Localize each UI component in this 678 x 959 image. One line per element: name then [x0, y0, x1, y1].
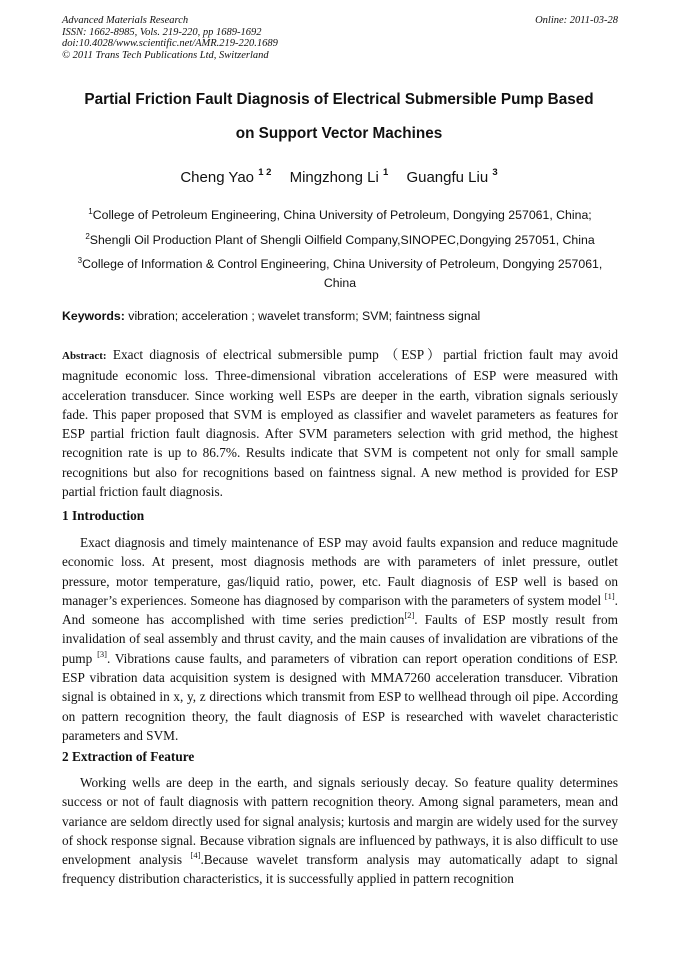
paper-title-line2: on Support Vector Machines — [235, 125, 443, 142]
journal-name: Advanced Materials Research — [62, 15, 189, 26]
text-run: . And someone has accomplished with time series prediction — [62, 592, 618, 628]
issn-line: ISSN: 1662-8985, Vols. 219-220, pp 1689-1692 — [62, 26, 262, 38]
citation-ref[interactable]: [2] — [404, 610, 415, 621]
affiliation-2 — [62, 227, 618, 250]
paper-title-line1: Partial Friction Fault Diagnosis of Electrical Submersible Pump Based — [84, 91, 594, 108]
author-name: Cheng Yao — [180, 169, 255, 186]
citation-ref[interactable]: [1] — [604, 590, 615, 601]
affiliation-text: College of Information & Control Engineering, China University of Petroleum, Dongying 257061, China — [82, 257, 603, 290]
affiliation-3 — [62, 251, 618, 293]
text-run: Exact diagnosis and timely maintenance of ESP may avoid faults expansion and reduce magnitude economic loss. At present, most diagnosis methods are with parameters of inlet pressure, outlet pressure, motor temperature, gas/liquid ratio, power, etc. Fault diagnosis of ESP well is based on manager’s experiences. Someone has diagnosed by comparison with the parameters of system model — [62, 535, 618, 608]
text-run: Working wells are deep in the earth, and signals seriously decay. So feature quality determines success or not of fault diagnosis with pattern recognition theory. Among signal parameters, mean and variance are seldom directly used for signal analysis; kurtosis and margin are widely used for the survey of shock response signal. Because vibration signals are influenced by pathways, it is also difficult to use envelopment analysis — [62, 775, 618, 868]
citation-ref[interactable]: [3] — [97, 648, 107, 659]
abstract — [62, 345, 618, 501]
section-heading-extraction: 2 Extraction of Feature — [62, 749, 195, 764]
affiliation-1 — [62, 202, 618, 225]
keywords-label: Keywords: — [62, 309, 125, 323]
citation-ref[interactable]: [4] — [190, 850, 201, 861]
affiliation-sup: 3 — [77, 256, 83, 265]
author-list — [40, 167, 638, 186]
author-1 — [180, 169, 271, 186]
text-run: .Because wavelet transform analysis may automatically adapt to signal frequency distribution characteristics, it is successfully applied in pattern recognition — [62, 852, 619, 887]
doi-line: doi:10.4028/www.scientific.net/AMR.219-220.1689 — [62, 38, 278, 49]
affiliation-sup: 1 — [88, 207, 93, 216]
author-3 — [406, 169, 497, 186]
text-run: . Faults of ESP mostly result from invalidation of seal assembly and thrust cavity, and the main causes of invalidation are vibrations of the pump — [62, 612, 618, 666]
section-heading-introduction: 1 Introduction — [62, 508, 145, 523]
text-run: . Vibrations cause faults, and parameters of vibration can report operation conditions of ESP. ESP vibration data acquisition system is designed with MMA7260 acceleration transducer. Vibration signal is obtained in x, y, z directions which transmit from ESP to wellhead through oil pipe. According on pattern recognition theory, the fault diagnosis of ESP is researched with wavelet characteristic parameters and SVM. — [62, 650, 618, 743]
affiliation-sup: 2 — [85, 232, 90, 241]
affiliation-text: College of Petroleum Engineering, China University of Petroleum, Dongying 257061, China; — [92, 208, 592, 222]
extraction-paragraph — [62, 773, 618, 889]
affiliation-text: Shengli Oil Production Plant of Shengli Oilfield Company,SINOPEC,Dongying 257051, China — [89, 233, 595, 247]
online-date: Online: 2011-03-28 — [535, 15, 618, 26]
author-sup: 1 2 — [258, 167, 272, 178]
author-2 — [290, 169, 389, 186]
keywords-text: vibration; acceleration ; wavelet transform; SVM; faintness signal — [128, 309, 481, 323]
journal-header — [62, 15, 618, 61]
copyright-line: © 2011 Trans Tech Publications Ltd, Switzerland — [62, 49, 269, 61]
introduction-paragraph — [62, 533, 618, 745]
keywords — [62, 309, 618, 323]
author-sup: 1 — [382, 167, 389, 178]
author-sup: 3 — [492, 167, 498, 178]
abstract-label: Abstract: — [62, 350, 107, 362]
abstract-text: Exact diagnosis of electrical submersible pump （ESP）partial friction fault may avoid magnitude economic loss. Three-dimensional vibration accelerations of ESP were measured with acceleration transducer. Since working well ESPs are deeper in the earth, vibration signals seriously fade. This paper proposed that SVM is employed as classifier and wavelet parameters as features for ESP partial friction fault diagnosis. After SVM parameters selection with grid method, the highest recognition rate is up to 86.7%. Results indicate that SVM is competent not only for small sample recognitions but also for recognitions based on faintness signal. A new method is provided for ESP partial friction fault diagnosis. — [62, 347, 618, 500]
author-name: Guangfu Liu — [406, 169, 489, 186]
author-name: Mingzhong Li — [289, 169, 379, 186]
